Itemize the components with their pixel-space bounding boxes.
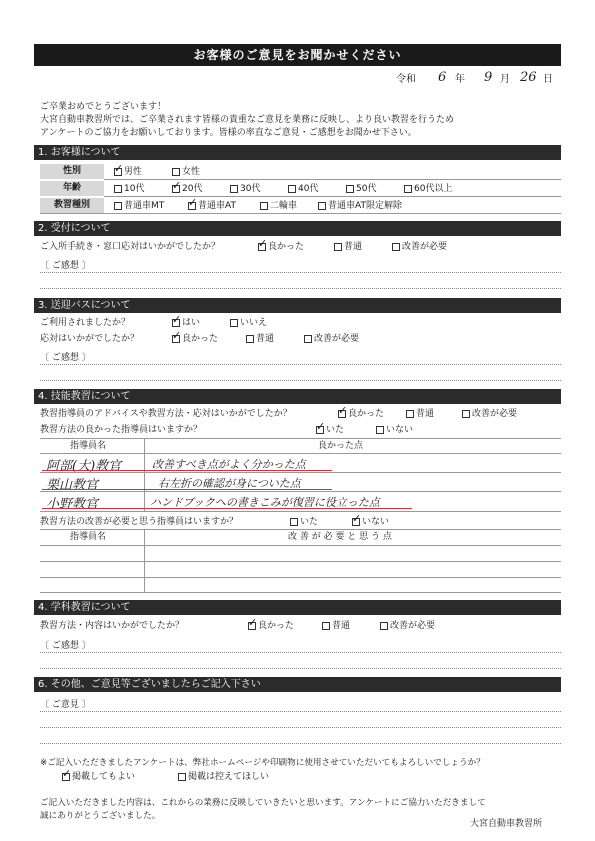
checkbox-icon[interactable] — [172, 168, 180, 176]
reception-question: ご入所手続き・窓口応対はいかがでしたか？ — [40, 242, 221, 252]
option-label: 良かった — [348, 409, 385, 419]
option-label: いた — [300, 517, 319, 527]
age-60s-option[interactable] — [404, 183, 452, 195]
checkbox-icon[interactable] — [392, 243, 400, 251]
skill-advice-improve-option[interactable] — [462, 408, 517, 420]
improve-table-header-point: 改 善 が 必 要 と 思 う 点 — [288, 532, 392, 542]
checkbox-icon[interactable] — [178, 773, 186, 781]
bus-service-good-option[interactable] — [172, 333, 218, 345]
closing-line-1: ご記入いただきました内容は、これからの業務に反映していきたいと思います。アンケートにご協力いただきまして — [40, 798, 486, 808]
date-era: 令和 — [396, 74, 416, 85]
good-row-1-name: 阿部(大)教官 — [46, 459, 122, 474]
age-20s-option[interactable] — [172, 183, 202, 195]
date-month-unit: 月 — [500, 74, 510, 85]
comment-line — [40, 288, 561, 289]
option-label: 50代 — [356, 184, 377, 194]
age-label: 年齢 — [40, 181, 104, 196]
checkbox-icon[interactable] — [352, 518, 360, 526]
good-row-2-name: 栗山教官 — [46, 478, 99, 493]
section-4-header: 4. 技能教習について — [34, 389, 561, 404]
checkbox-icon[interactable] — [404, 185, 412, 193]
date-year-unit: 年 — [455, 74, 465, 85]
reception-improve-option[interactable] — [392, 241, 447, 253]
option-label: 40代 — [298, 184, 319, 194]
option-label: いた — [326, 425, 345, 435]
checkbox-icon[interactable] — [246, 335, 254, 343]
course-label: 教習種別 — [40, 198, 104, 213]
skill-advice-good-option[interactable] — [338, 408, 384, 420]
checkbox-icon[interactable] — [114, 168, 122, 176]
option-label: 60代以上 — [414, 184, 453, 194]
publish-question: ※ご記入いただきましたアンケートは、弊社ホームページや印刷物に使用させていただいてもよろしいでしょうか？ — [40, 758, 485, 768]
good-row-1-point: 改善すべき点がよく分かった点 — [152, 458, 306, 471]
red-underline — [42, 489, 332, 490]
option-label: 二輪車 — [270, 201, 298, 211]
checkbox-icon[interactable] — [172, 185, 180, 193]
checkbox-icon[interactable] — [288, 185, 296, 193]
publish-no-option[interactable] — [178, 771, 269, 783]
checkbox-icon[interactable] — [462, 410, 470, 418]
option-label: 30代 — [240, 184, 261, 194]
improve-instructor-question: 教習方法の改善が必要と思う指導員はいますか？ — [40, 517, 239, 527]
checkbox-icon[interactable] — [62, 773, 70, 781]
checkbox-icon[interactable] — [172, 319, 180, 327]
bus-use-yes-option[interactable] — [172, 317, 200, 329]
gender-label: 性別 — [40, 164, 104, 179]
bus-use-question: ご利用されましたか？ — [40, 318, 131, 328]
lecture-question: 教習方法・内容はいかがでしたか？ — [40, 621, 185, 631]
option-label: 普通車AT限定解除 — [328, 201, 402, 211]
lecture-normal-option[interactable] — [322, 620, 350, 632]
option-label: 普通 — [332, 621, 351, 631]
checkbox-icon[interactable] — [334, 243, 342, 251]
option-label: はい — [182, 318, 201, 328]
date-year: 6 — [438, 70, 447, 85]
comment-line — [40, 272, 561, 273]
comment-line — [40, 364, 561, 365]
option-label: 普通車MT — [124, 201, 165, 211]
reception-good-option[interactable] — [258, 241, 304, 253]
comment-line — [40, 711, 561, 712]
checkbox-icon[interactable] — [114, 185, 122, 193]
option-label: 改善が必要 — [472, 409, 518, 419]
lecture-comment-label: 〔 ご感想 〕 — [40, 641, 91, 651]
option-label: 普通 — [256, 334, 275, 344]
page-title: お客様のご意見をお聞かせください — [34, 44, 561, 66]
section-6-header: 6. その他、ご意見等ございましたらご記入下さい — [34, 677, 561, 692]
option-label: 20代 — [182, 184, 203, 194]
good-table-header-point: 良かった点 — [318, 441, 364, 451]
reception-comment-label: 〔 ご感想 〕 — [40, 261, 91, 271]
gender-female-option[interactable] — [172, 166, 200, 178]
improve-instructor-no-option[interactable] — [352, 516, 389, 528]
option-label: 普通 — [416, 409, 435, 419]
checkbox-icon[interactable] — [260, 202, 268, 210]
improve-instructor-yes-option[interactable] — [290, 516, 318, 528]
date-month: 9 — [484, 70, 493, 85]
other-comment-label: 〔 ご意見 〕 — [40, 700, 91, 710]
improve-table-header-name: 指導員名 — [70, 532, 107, 542]
publish-yes-option[interactable] — [62, 771, 135, 783]
age-40s-option[interactable] — [288, 183, 318, 195]
age-50s-option[interactable] — [346, 183, 376, 195]
checkbox-icon[interactable] — [376, 426, 384, 434]
course-at-release-option[interactable] — [318, 200, 402, 212]
reception-normal-option[interactable] — [334, 241, 362, 253]
intro-line-2: 大宮自動車教習所では、ご卒業されます皆様の貴重なご意見を業務に反映し、より良い教習を行うため — [40, 115, 455, 125]
bus-comment-label: 〔 ご感想 〕 — [40, 353, 91, 363]
bus-service-question: 応対はいかがでしたか？ — [40, 334, 140, 344]
checkbox-icon[interactable] — [406, 410, 414, 418]
option-label: 普通車AT — [198, 201, 236, 211]
bus-service-normal-option[interactable] — [246, 333, 274, 345]
checkbox-icon[interactable] — [304, 335, 312, 343]
option-label: 良かった — [258, 621, 295, 631]
bus-service-improve-option[interactable] — [304, 333, 359, 345]
date-day: 26 — [520, 70, 537, 85]
red-underline — [42, 470, 332, 471]
school-signature: 大宮自動車教習所 — [470, 819, 543, 829]
comment-line — [40, 727, 561, 728]
intro-line-3: アンケートのご協力をお願いしております。皆様の率直なご意見・ご感想をお聞かせ下さい。 — [40, 128, 417, 138]
checkbox-icon[interactable] — [188, 202, 196, 210]
checkbox-icon[interactable] — [258, 243, 266, 251]
good-table-header-name: 指導員名 — [70, 441, 107, 451]
good-row-3-point: ハンドブックへの書きこみが復習に役立った点 — [150, 496, 380, 509]
skill-advice-question: 教習指導員のアドバイスや教習方法・応対はいかがでしたか？ — [40, 409, 292, 419]
lecture-improve-option[interactable] — [380, 620, 435, 632]
section-1-header: 1. お客様について — [34, 145, 561, 160]
closing-line-2: 誠にありがとうございました。 — [40, 811, 161, 821]
course-mt-option[interactable] — [114, 200, 164, 212]
age-10s-option[interactable] — [114, 183, 144, 195]
section-2-header: 2. 受付について — [34, 221, 561, 236]
section-3-header: 3. 送迎バスについて — [34, 298, 561, 313]
checkbox-icon[interactable] — [346, 185, 354, 193]
age-30s-option[interactable] — [230, 183, 260, 195]
checkbox-icon[interactable] — [338, 410, 346, 418]
comment-line — [40, 743, 561, 744]
checkbox-icon[interactable] — [380, 622, 388, 630]
lecture-good-option[interactable] — [248, 620, 294, 632]
gender-male-option[interactable] — [114, 166, 142, 178]
comment-line — [40, 668, 561, 669]
option-label: いない — [386, 425, 414, 435]
option-label: 改善が必要 — [402, 242, 448, 252]
checkbox-icon[interactable] — [318, 202, 326, 210]
good-instructor-no-option[interactable] — [376, 424, 413, 436]
option-label: 良かった — [268, 242, 305, 252]
red-underline — [42, 508, 412, 509]
good-row-2-point: 右左折の確認が身についた点 — [158, 477, 301, 490]
checkbox-icon[interactable] — [172, 335, 180, 343]
option-label: 男性 — [124, 167, 143, 177]
checkbox-icon[interactable] — [322, 622, 330, 630]
skill-advice-normal-option[interactable] — [406, 408, 434, 420]
option-label: 改善が必要 — [314, 334, 360, 344]
option-label: 普通 — [344, 242, 363, 252]
comment-line — [40, 380, 561, 381]
bus-use-no-option[interactable] — [230, 317, 267, 329]
option-label: 10代 — [124, 184, 145, 194]
intro-line-1: ご卒業おめでとうございます！ — [40, 102, 167, 112]
option-label: 掲載は控えてほしい — [188, 772, 270, 782]
checkbox-icon[interactable] — [230, 185, 238, 193]
good-row-3-name: 小野教官 — [46, 497, 99, 512]
checkbox-icon[interactable] — [248, 622, 256, 630]
checkbox-icon[interactable] — [230, 319, 238, 327]
section-5-header: 4. 学科教習について — [34, 600, 561, 615]
checkbox-icon[interactable] — [316, 426, 324, 434]
option-label: 掲載してもよい — [72, 772, 136, 782]
checkbox-icon[interactable] — [114, 202, 122, 210]
option-label: いいえ — [240, 318, 268, 328]
course-at-option[interactable] — [188, 200, 236, 212]
date-day-unit: 日 — [543, 74, 553, 85]
course-bike-option[interactable] — [260, 200, 297, 212]
good-instructor-yes-option[interactable] — [316, 424, 344, 436]
option-label: 女性 — [182, 167, 201, 177]
option-label: 改善が必要 — [390, 621, 436, 631]
comment-line — [40, 652, 561, 653]
option-label: 良かった — [182, 334, 219, 344]
good-instructor-question: 教習方法の良かった指導員はいますか？ — [40, 425, 203, 435]
option-label: いない — [362, 517, 390, 527]
checkbox-icon[interactable] — [290, 518, 298, 526]
